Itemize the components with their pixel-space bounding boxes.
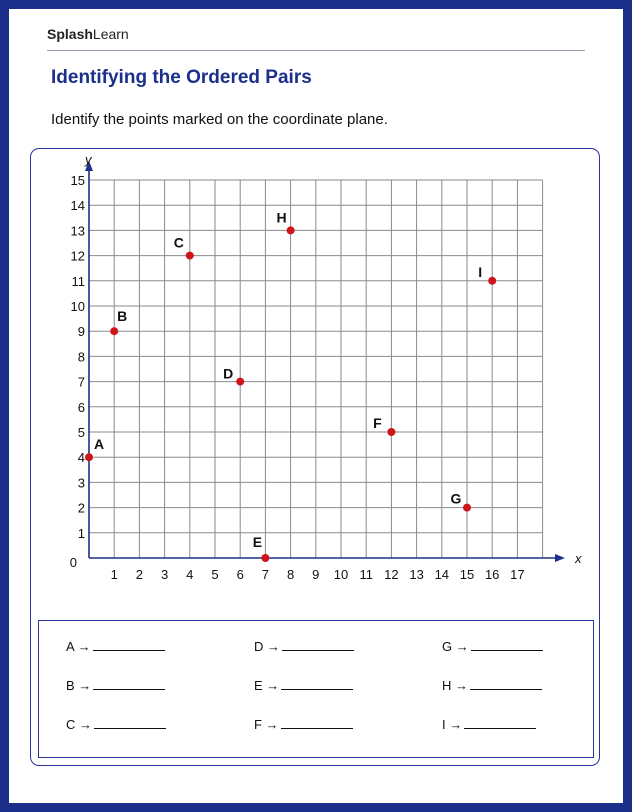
x-tick-label: 6 xyxy=(236,567,244,582)
answer-label: H → xyxy=(442,678,468,693)
answer-item xyxy=(442,678,542,693)
x-tick-label: 12 xyxy=(384,567,399,582)
answer-item xyxy=(66,639,165,654)
y-tick-label: 2 xyxy=(77,500,85,516)
y-tick-label: 15 xyxy=(70,173,85,188)
answer-item xyxy=(66,717,166,732)
point-label-i: I xyxy=(478,263,483,280)
answer-item xyxy=(442,717,536,732)
data-point-e xyxy=(261,554,269,562)
answer-label: I → xyxy=(442,717,463,732)
point-label-a: A xyxy=(93,436,105,453)
y-tick-label: 10 xyxy=(70,299,85,314)
x-tick-label: 3 xyxy=(160,567,169,582)
point-label-d: D xyxy=(223,365,234,382)
y-tick-label: 7 xyxy=(77,374,85,390)
data-point-h xyxy=(287,226,295,234)
answer-item xyxy=(66,678,165,693)
y-tick-label: 5 xyxy=(77,425,85,440)
x-tick-label: 8 xyxy=(286,567,295,582)
y-tick-label: 9 xyxy=(77,324,85,340)
worksheet-page xyxy=(9,9,623,803)
x-tick-label: 4 xyxy=(186,567,194,582)
y-tick-label: 4 xyxy=(77,450,85,466)
point-label-c: C xyxy=(173,234,184,251)
answer-blank[interactable] xyxy=(282,640,354,651)
x-tick-label: 14 xyxy=(434,567,450,582)
answer-blank[interactable] xyxy=(94,718,166,729)
x-tick-label: 11 xyxy=(359,567,373,582)
answer-blank[interactable] xyxy=(281,718,353,729)
x-tick-label: 10 xyxy=(333,567,349,582)
y-axis-label: y xyxy=(85,152,92,167)
y-tick-label: 6 xyxy=(77,399,85,415)
point-label-f: F xyxy=(373,415,382,431)
answer-label: F → xyxy=(254,717,279,732)
answer-label: E → xyxy=(254,678,280,693)
data-point-c xyxy=(186,252,194,260)
y-tick-label: 8 xyxy=(77,349,85,365)
x-tick-label: 15 xyxy=(459,567,475,582)
x-tick-label: 13 xyxy=(409,567,424,582)
answer-blank[interactable] xyxy=(93,679,165,690)
brand-part-2: Learn xyxy=(92,26,129,42)
data-point-f xyxy=(387,428,395,436)
answer-label: D → xyxy=(254,639,280,654)
y-tick-label: 1 xyxy=(77,525,85,541)
x-tick-label: 9 xyxy=(312,567,320,582)
x-tick-label: 1 xyxy=(110,567,118,582)
answer-item xyxy=(442,639,543,654)
x-tick-label: 17 xyxy=(510,567,525,582)
answer-box xyxy=(38,620,594,758)
y-tick-label: 14 xyxy=(70,198,85,214)
answer-item xyxy=(254,717,353,732)
answer-label: C → xyxy=(66,717,92,732)
y-tick-label: 3 xyxy=(77,475,85,491)
answer-blank[interactable] xyxy=(281,679,353,690)
y-tick-label: 13 xyxy=(70,223,85,239)
answer-label: G → xyxy=(442,639,469,654)
answer-label: B → xyxy=(66,678,92,693)
point-label-b: B xyxy=(117,308,128,325)
data-point-b xyxy=(110,327,118,335)
point-label-g: G xyxy=(450,490,462,507)
data-point-g xyxy=(463,504,471,512)
x-tick-label: 5 xyxy=(211,567,219,582)
x-tick-label: 2 xyxy=(135,567,144,582)
answer-blank[interactable] xyxy=(470,679,542,690)
point-label-h: H xyxy=(276,209,287,226)
x-tick-label: 16 xyxy=(484,567,500,582)
coordinate-plane xyxy=(9,9,623,609)
worksheet-title: Identifying the Ordered Pairs xyxy=(51,67,312,88)
answer-item xyxy=(254,639,354,654)
x-tick-label: 7 xyxy=(261,567,270,582)
point-label-e: E xyxy=(252,534,263,550)
brand-part-1: Splash xyxy=(47,26,93,42)
instruction-text: Identify the points marked on the coordinate plane. xyxy=(51,111,388,128)
x-axis-arrow-icon xyxy=(555,554,565,562)
answer-blank[interactable] xyxy=(93,640,165,651)
answer-label: A → xyxy=(66,639,91,654)
data-point-i xyxy=(488,277,496,285)
answer-item xyxy=(254,678,353,693)
answer-blank[interactable] xyxy=(471,640,543,651)
x-axis-label: x xyxy=(575,551,582,566)
origin-label: 0 xyxy=(69,555,77,570)
data-point-a xyxy=(85,453,93,461)
y-tick-label: 12 xyxy=(70,248,85,264)
data-point-d xyxy=(236,378,244,386)
answer-blank[interactable] xyxy=(464,718,536,729)
y-tick-label: 11 xyxy=(71,273,85,289)
